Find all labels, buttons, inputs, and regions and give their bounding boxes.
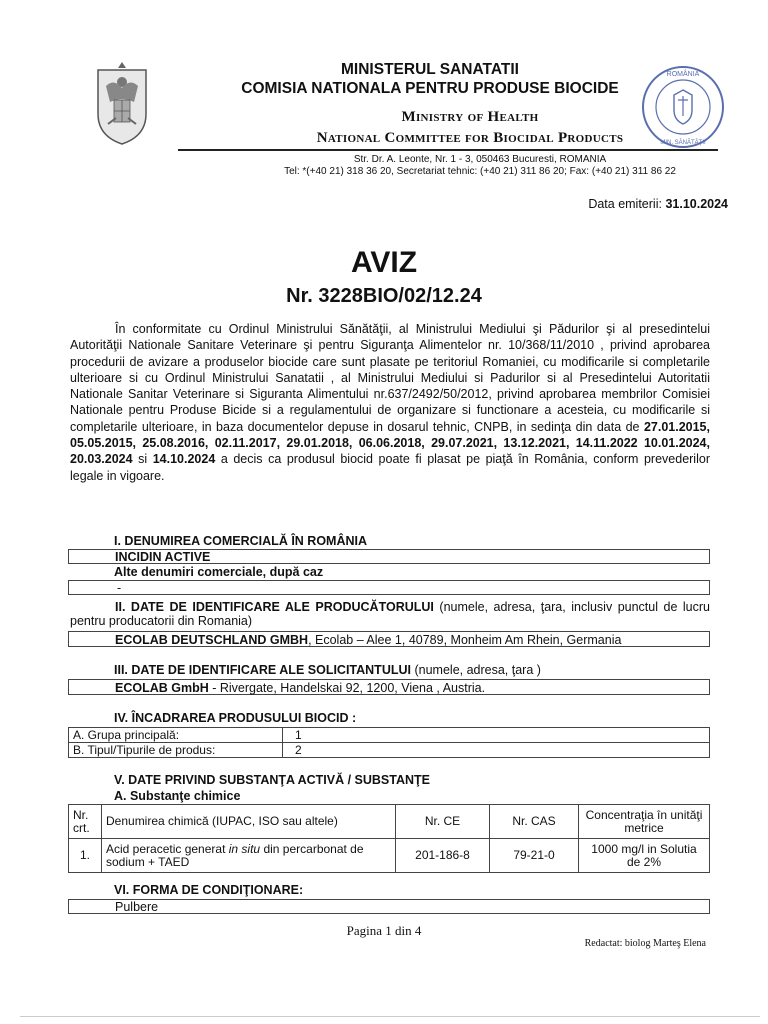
svg-text:MIN. SĂNĂTĂŢII: MIN. SĂNĂTĂŢII	[660, 140, 706, 146]
section6-heading: VI. FORMA DE CONDIŢIONARE:	[114, 883, 304, 897]
producer-company: ECOLAB DEUTSCHLAND GMBH	[115, 633, 309, 647]
section5-subheading: A. Substanţe chimice	[114, 789, 241, 803]
table-row	[69, 805, 710, 839]
applicant-address: - Rivergate, Handelskai 92, 1200, Viena , Austria.	[208, 681, 486, 695]
other-names-label: Alte denumiri comerciale, după caz	[114, 565, 324, 579]
redacted-by: Redactat: biolog Marteş Elena	[584, 938, 706, 949]
issue-date	[588, 197, 728, 211]
section2-heading: II. DATE DE IDENTIFICARE ALE PRODUCĂTORULUI	[115, 600, 434, 614]
producer-address: , Ecolab – Alee 1, 40789, Monheim Am Rhein, Germania	[308, 633, 622, 647]
commission-name-ro: COMISIA NATIONALA PENTRU PRODUSE BIOCIDE	[241, 80, 619, 97]
svg-text:ROMÂNIA: ROMÂNIA	[666, 71, 700, 78]
applicant-box	[68, 679, 710, 695]
row-chemical-name	[102, 839, 396, 873]
row-ce: 201-186-8	[396, 839, 490, 873]
chemical-name-rest: din percarbonat de sodium + TAED	[106, 841, 364, 869]
section3-heading: III. DATE DE IDENTIFICARE ALE SOLICITANTULUI	[114, 663, 411, 677]
header-ce: Nr. CE	[396, 805, 490, 839]
commission-name-en: National Committee for Biocidal Products	[316, 130, 624, 146]
classification-table	[68, 727, 710, 758]
session-dates: 27.01.2015, 05.05.2015, 25.08.2016, 02.11.2017, 29.01.2018, 06.06.2018, 29.07.2021, 13.12.2021, 14.11.2022 10.01.2024, 20.03.2024	[70, 419, 710, 467]
packaging-value: Pulbere	[115, 900, 159, 914]
row-nr: 1.	[69, 839, 102, 873]
header-cas: Nr. CAS	[490, 805, 579, 839]
header-nr: Nr. crt.	[69, 805, 102, 839]
other-names-value: -	[117, 581, 122, 595]
last-session-date: 14.10.2024	[152, 452, 216, 467]
page-bottom-edge	[20, 1016, 760, 1017]
section3-heading-block	[114, 663, 541, 677]
document-title: AVIZ	[350, 246, 418, 279]
commercial-name: INCIDIN ACTIVE	[115, 550, 211, 564]
intro-text: În conformitate cu Ordinul Ministrului Sănătăţii, al Ministrului Mediului şi Pădurilor şi al presedintelui Autorităţii Nationale Sanitare Veterinare şi pentru Siguranţa Alimentelor nr. 10/368/11/2010 , privind aprobarea procedurii de avizare a produselor biocide care sunt plasate pe teritoriul Romaniei, cu modificarile si completarile ulterioare si cu Ordinul Ministrului Sanatatii , al Ministrului Mediului si Padurilor si al Presedintelui Autoritatii Nationale Sanitar Veterinare si Siguranta Alimentului nr.637/2492/50/2012, privind aprobarea membrilor Comisiei Nationale pentru Produse Bicide si a regulamentului de organizare si functionare a acesteia, cu modificarile si completarile ulterioare, in baza documentelor depuse in dosarul tehnic, CNPB, in sedinţa din data de	[70, 322, 710, 434]
address-line: Str. Dr. A. Leonte, Nr. 1 - 3, 050463 Bucuresti, ROMANIA	[353, 154, 607, 165]
header-chemical-name: Denumirea chimică (IUPAC, ISO sau altele)	[102, 805, 396, 839]
section4-heading: IV. ÎNCADRAREA PRODUSULUI BIOCID :	[114, 711, 357, 725]
section1-heading: I. DENUMIREA COMERCIALĂ ÎN ROMÂNIA	[114, 534, 368, 548]
applicant-company: ECOLAB GmbH	[115, 681, 209, 695]
table-row	[69, 728, 710, 743]
chemical-name-part: Acid peracetic generat	[106, 841, 226, 856]
intro-and: si	[138, 452, 148, 467]
packaging-box	[68, 899, 710, 914]
main-group-label: A. Grupa principală:	[69, 728, 283, 743]
chemical-name-italic: in situ	[228, 841, 261, 856]
commercial-name-box	[68, 549, 710, 564]
header-divider	[178, 149, 718, 151]
official-stamp-icon	[640, 64, 726, 150]
product-type-label: B. Tipul/Tipurile de produs:	[69, 743, 283, 758]
header-concentration: Concentraţia în unităţi metrice	[579, 805, 710, 839]
issue-date-label: Data emiterii:	[588, 197, 662, 211]
document-number: Nr. 3228BIO/02/12.24	[286, 285, 482, 307]
section2-note: (numele, adresa, ţara, inclusiv punctul de lucru pentru producatorii din Romania)	[70, 600, 710, 628]
row-concentration: 1000 mg/l in Solutia de 2%	[579, 839, 710, 873]
active-substance-table	[68, 804, 710, 873]
table-row	[69, 743, 710, 758]
section5-heading: V. DATE PRIVIND SUBSTANŢA ACTIVĂ / SUBSTANŢE	[114, 773, 430, 787]
ministry-name-ro: MINISTERUL SANATATII	[341, 61, 519, 78]
section2-heading-block	[70, 600, 710, 628]
producer-box	[68, 631, 710, 647]
ministry-name-en: Ministry of Health	[401, 109, 539, 125]
row-cas: 79-21-0	[490, 839, 579, 873]
section3-note: (numele, adresa, ţara )	[414, 663, 541, 677]
product-type-value: 2	[283, 743, 710, 758]
page-number: Pagina 1 din 4	[346, 923, 422, 938]
other-names-box	[68, 580, 710, 595]
intro-paragraph	[70, 321, 710, 484]
contact-line: Tel: *(+40 21) 318 36 20, Secretariat tehnic: (+40 21) 311 86 20; Fax: (+40 21) 311 86 22	[284, 166, 676, 177]
table-row	[69, 839, 710, 873]
issue-date-value: 31.10.2024	[665, 197, 728, 211]
intro-ending: a decis ca produsul biocid poate fi plasat pe piaţă în România, conform prevederilor legale in vigoare.	[70, 452, 710, 483]
main-group-value: 1	[283, 728, 710, 743]
romanian-coat-of-arms-icon	[92, 56, 152, 146]
